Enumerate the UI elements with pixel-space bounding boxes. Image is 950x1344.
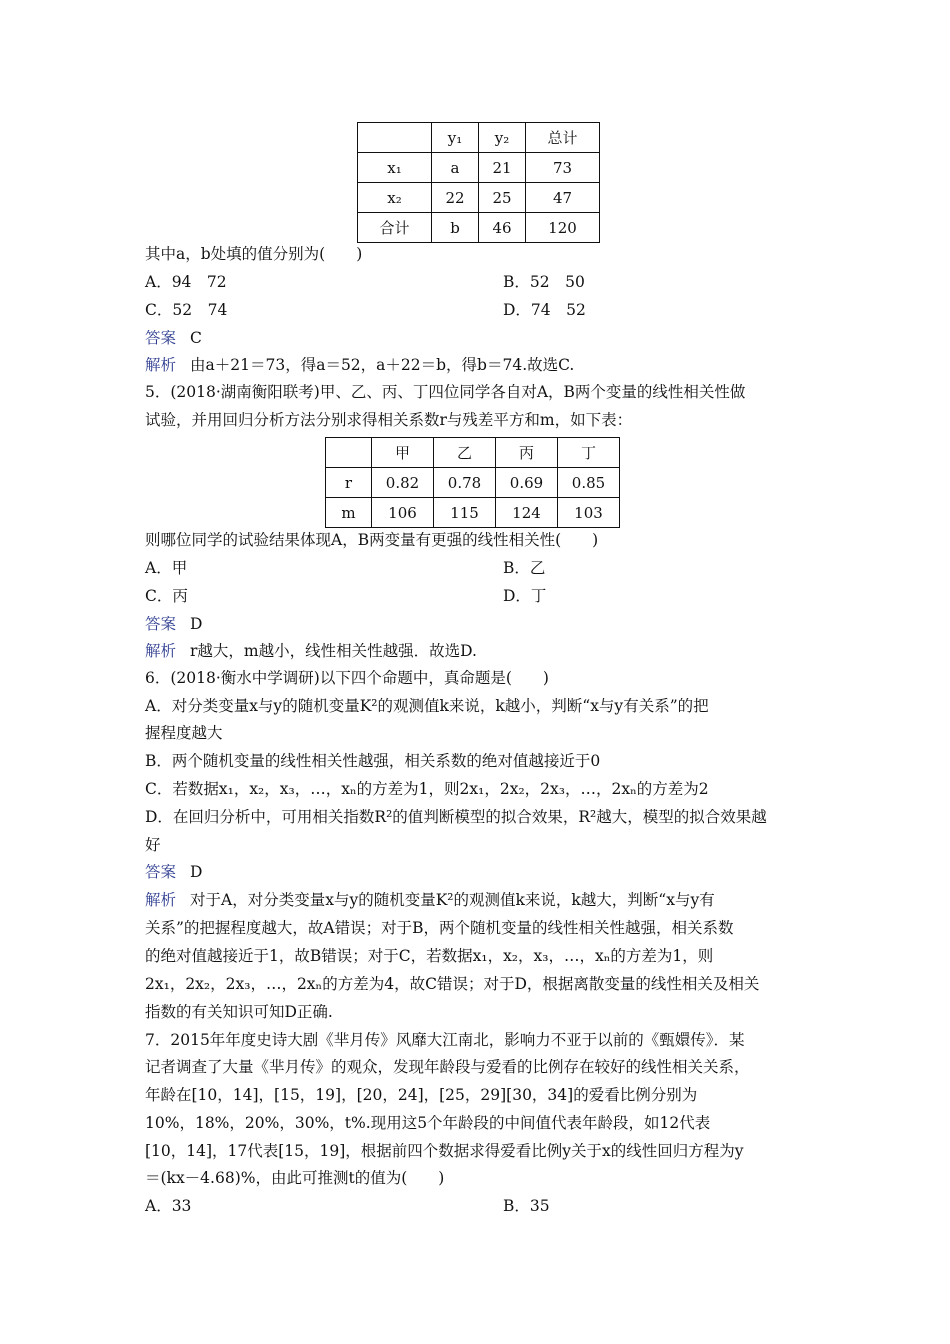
q5-option-b: B．乙: [503, 559, 546, 577]
analysis-text: 对于A，对分类变量x与y的随机变量K²的观测值k来说，k越大，判断“x与y有: [190, 891, 715, 909]
q7-stem-line2: 记者调查了大量《芈月传》的观众，发现年龄段与爱看的比例存在较好的线性相关关系，: [145, 1058, 750, 1076]
q6-option-a-line1: A．对分类变量x与y的随机变量K²的观测值k来说，k越小，判断“x与y有关系”的把: [145, 697, 709, 715]
analysis-label: 解析: [145, 642, 177, 660]
q7-stem-line3: 年龄在[10，14]，[15，19]，[20，24]，[25，29][30，34]的爱看比例分别为: [145, 1086, 698, 1104]
table-cell: 47: [526, 183, 600, 213]
q7-stem-line5: [10，14]，17代表[15，19]，根据前四个数据求得爱看比例y关于x的线性回归方程为y: [145, 1142, 744, 1160]
q7-stem-line1: 7．2015年年度史诗大剧《芈月传》风靡大江南北，影响力不亚于以前的《甄嬛传》．某: [145, 1031, 745, 1049]
q6-option-d-line2: 好: [145, 836, 161, 854]
table-cell: x₁: [358, 153, 432, 183]
contingency-table: [357, 122, 600, 243]
answer-label: 答案: [145, 329, 177, 347]
table-cell: 合计: [358, 213, 432, 243]
q6-answer: [145, 862, 202, 882]
q6-analysis-line5: 指数的有关知识可知D正确.: [145, 1003, 333, 1021]
q5-option-d: D．丁: [503, 587, 547, 605]
table-cell: 甲: [372, 438, 434, 468]
table-cell: m: [326, 498, 372, 528]
q5-stem-line1: 5．(2018·湖南衡阳联考)甲、乙、丙、丁四位同学各自对A，B两个变量的线性相关性做: [145, 383, 746, 401]
table-cell: y₁: [432, 123, 479, 153]
q5-analysis: [145, 641, 477, 661]
q5-stem-line2: 试验，并用回归分析方法分别求得相关系数r与残差平方和m，如下表：: [145, 411, 633, 429]
q4-answer: [145, 328, 202, 348]
q5-option-a: A．甲: [145, 559, 188, 577]
correlation-table: [325, 437, 620, 528]
table-row: [358, 213, 600, 243]
table-cell: 124: [496, 498, 558, 528]
analysis-label: 解析: [145, 891, 177, 909]
answer-value: D: [190, 615, 203, 633]
q6-stem: 6．(2018·衡水中学调研)以下四个命题中，真命题是( ): [145, 669, 549, 687]
table-row: [326, 498, 620, 528]
answer-label: 答案: [145, 615, 177, 633]
q7-stem-line6: ＝(kx－4.68)%，由此可推测t的值为( ): [145, 1169, 445, 1187]
table-cell: 120: [526, 213, 600, 243]
analysis-text: 由a＋21＝73，得a＝52，a＋22＝b，得b＝74.故选C.: [190, 356, 575, 374]
q4-option-c: C．52 74: [145, 301, 228, 319]
table-cell: 73: [526, 153, 600, 183]
table-cell: 乙: [434, 438, 496, 468]
table-cell: 21: [479, 153, 526, 183]
table-cell: a: [432, 153, 479, 183]
q7-stem-line4: 10%，18%，20%，30%，t%.现用这5个年龄段的中间值代表年龄段，如12代表: [145, 1114, 711, 1132]
table-cell: 总计: [526, 123, 600, 153]
table-cell: [326, 438, 372, 468]
table-cell: 22: [432, 183, 479, 213]
table-cell: 106: [372, 498, 434, 528]
q6-analysis-line3: 的绝对值越接近于1，故B错误；对于C，若数据x₁，x₂，x₃，…，xₙ的方差为1，则: [145, 947, 714, 965]
analysis-text: r越大，m越小，线性相关性越强．故选D.: [190, 642, 477, 660]
table-cell: y₂: [479, 123, 526, 153]
table-cell: 0.82: [372, 468, 434, 498]
q5-option-c: C．丙: [145, 587, 188, 605]
table-cell: 丙: [496, 438, 558, 468]
table-cell: 103: [558, 498, 620, 528]
q5-question: 则哪位同学的试验结果体现A，B两变量有更强的线性相关性( ): [145, 531, 599, 549]
q4-analysis: [145, 355, 574, 375]
q7-option-a: A．33: [145, 1197, 192, 1215]
table-cell: 25: [479, 183, 526, 213]
table-header-row: [358, 123, 600, 153]
table-cell: 丁: [558, 438, 620, 468]
table-row: [326, 468, 620, 498]
analysis-label: 解析: [145, 356, 177, 374]
q4-stem: 其中a，b处填的值分别为( ): [145, 245, 363, 263]
table-row: [358, 153, 600, 183]
answer-value: D: [190, 863, 203, 881]
table-cell: 0.78: [434, 468, 496, 498]
q6-option-c: C．若数据x₁，x₂，x₃，…，xₙ的方差为1，则2x₁，2x₂，2x₃，…，2xₙ的方差为2: [145, 780, 709, 798]
table-cell: x₂: [358, 183, 432, 213]
table-cell: 0.69: [496, 468, 558, 498]
q4-option-a: A．94 72: [145, 273, 227, 291]
table-cell: [358, 123, 432, 153]
table-cell: 46: [479, 213, 526, 243]
q4-option-d: D．74 52: [503, 301, 586, 319]
table-cell: 0.85: [558, 468, 620, 498]
table-cell: r: [326, 468, 372, 498]
q6-analysis-line4: 2x₁，2x₂，2x₃，…，2xₙ的方差为4，故C错误；对于D，根据离散变量的线性相关及相关: [145, 975, 760, 993]
q6-option-d-line1: D．在回归分析中，可用相关指数R²的值判断模型的拟合效果，R²越大，模型的拟合效果越: [145, 808, 767, 826]
q4-option-b: B．52 50: [503, 273, 585, 291]
table-row: [358, 183, 600, 213]
answer-label: 答案: [145, 863, 177, 881]
q7-option-b: B．35: [503, 1197, 550, 1215]
q6-analysis-line2: 关系”的把握程度越大，故A错误；对于B，两个随机变量的线性相关性越强，相关系数: [145, 919, 734, 937]
answer-value: C: [190, 329, 202, 347]
table-cell: b: [432, 213, 479, 243]
q6-option-b: B．两个随机变量的线性相关性越强，相关系数的绝对值越接近于0: [145, 752, 601, 770]
q6-option-a-line2: 握程度越大: [145, 724, 223, 742]
q5-answer: [145, 614, 202, 634]
table-cell: 115: [434, 498, 496, 528]
q6-analysis-line1: [145, 890, 715, 910]
table-header-row: [326, 438, 620, 468]
